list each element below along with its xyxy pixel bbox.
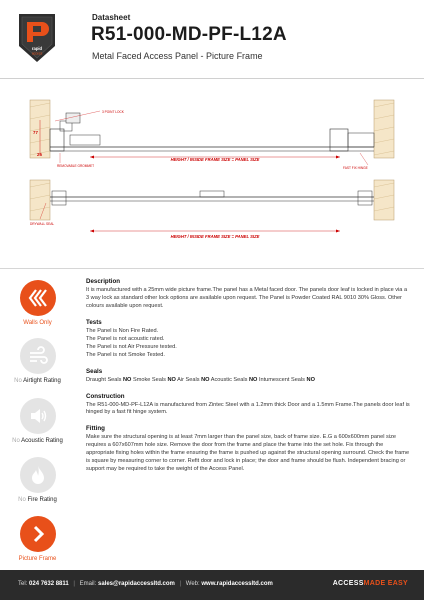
lock-label: 3 POINT LOCK <box>102 110 124 114</box>
header-divider <box>0 78 424 79</box>
top-size-label: HEIGHT / INSIDE FRAME SIZE = PANEL SIZE <box>170 157 260 162</box>
feature-icons <box>0 272 75 572</box>
product-title: R51-000-MD-PF-L12A <box>91 24 287 45</box>
feature-fire <box>0 457 75 503</box>
chevron-right-icon <box>27 523 49 545</box>
datasheet-label: Datasheet <box>92 13 131 22</box>
seal-value: NO <box>306 376 315 383</box>
seal-value: NO <box>248 376 258 383</box>
seal-name: Intumescent Seals <box>258 376 305 383</box>
description-heading: Description <box>86 278 121 285</box>
svg-text:rapid: rapid <box>31 46 43 51</box>
drywall-label: DRYWALL SEAL <box>30 222 55 226</box>
dim-77-label: 77 <box>33 130 38 135</box>
web-label: Web: <box>185 581 200 587</box>
construction-section <box>86 393 411 418</box>
construction-text: The R51-000-MD-PF-L12A is manufactured from Zintec Steel with a 1.2mm thick Door and a 1.5mm Frame.The panels door leaf is hinged by a fast fit hinge system. <box>86 401 410 416</box>
description-text: It is manufactured with a 25mm wide picture frame.The panel has a Metal faced door. The panels door leaf is locked in place via a 3 way lock as standard other lock options are available upon request. The Panel is Powder Coated RAL 9010 30% Gloss. Other colours available upon request. <box>86 287 408 309</box>
seal-value: NO <box>167 376 176 383</box>
seal-name: Air Seals <box>177 376 200 383</box>
email-label: Email: <box>79 581 97 587</box>
fast-fix-label: FAST FIX HINGE <box>343 166 368 170</box>
email-link[interactable]: sales@rapidaccessltd.com <box>97 581 175 587</box>
rapid-access-logo <box>15 12 59 64</box>
svg-text:access: access <box>31 51 43 56</box>
test-line: The Panel is not acoustic rated. <box>86 335 165 342</box>
tel-label: Tel: <box>18 581 28 587</box>
seals-heading: Seals <box>86 367 103 375</box>
seal-name: Smoke Seals <box>132 376 166 383</box>
description-section <box>86 278 411 311</box>
walls-icon <box>27 287 49 309</box>
feature-picture-frame <box>0 516 75 562</box>
feature-walls-only <box>0 280 75 326</box>
tests-heading: Tests <box>86 318 102 326</box>
feature-airtight <box>0 338 75 384</box>
footer <box>0 570 424 600</box>
section-divider <box>0 268 424 269</box>
grommet-label: REMOVABLE GROMMET <box>57 164 95 168</box>
fitting-section <box>86 425 411 474</box>
test-line: The Panel is not Air Pressure tested. <box>86 343 177 350</box>
top-section-view <box>30 100 394 170</box>
feature-acoustic <box>0 398 75 444</box>
air-icon <box>27 345 49 367</box>
tests-section <box>86 319 411 360</box>
feature-walls-label: Walls Only <box>23 320 52 326</box>
fitting-text: Make sure the structural opening is at least 7mm larger than the panel size, back of frame size. E.G a 600x600mm panel size requires a 607x607mm hole size. Remove the door from the frame and place the frame into the set hole. Fix through the appropriate fixing holes within the frame ensuring the frame is pushed up against the structural opening surround. Check the frame is square by measuring corner to corner. Refit door and lock in place; the door and frame should be flush. Independent bracing or support may be required to take the weight of the Access Panel. <box>86 434 410 473</box>
seal-name: Draught Seals <box>86 376 122 383</box>
bottom-size-label: HEIGHT / INSIDE FRAME SIZE = PANEL SIZE <box>170 234 260 239</box>
test-line: The Panel is not Smoke Tested. <box>86 351 165 358</box>
bottom-section-view <box>30 180 394 239</box>
flame-icon <box>27 464 49 486</box>
feature-acoustic-label: No Acoustic Rating <box>12 438 63 444</box>
product-subtitle: Metal Faced Access Panel - Picture Frame <box>92 51 263 61</box>
dim-25-label: 25 <box>37 152 42 157</box>
test-line: The Panel is Non Fire Rated. <box>86 327 159 334</box>
feature-fire-label: No Fire Rating <box>18 497 57 503</box>
tel-number[interactable]: 024 7632 8811 <box>29 581 69 587</box>
footer-contact: Tel: 024 7632 8811 | Email: sales@rapidaccessltd.com | Web: www.rapidaccessltd.com <box>18 581 273 587</box>
footer-brand <box>333 580 408 587</box>
feature-picture-frame-label: Picture Frame <box>18 556 57 562</box>
seal-value: NO <box>201 376 210 383</box>
feature-airtight-label: No Airtight Rating <box>14 378 61 384</box>
seals-section <box>86 368 411 385</box>
construction-heading: Construction <box>86 392 125 400</box>
technical-drawing <box>0 85 424 260</box>
fitting-heading: Fitting <box>86 425 105 433</box>
content-sections <box>86 278 411 482</box>
web-link[interactable]: www.rapidaccessltd.com <box>201 581 273 587</box>
brand-made-easy: MADE EASY <box>363 580 408 587</box>
brand-access: ACCESS <box>332 580 364 587</box>
seal-name: Acoustic Seals <box>210 376 248 383</box>
header <box>0 0 424 80</box>
seal-value: NO <box>123 376 132 383</box>
speaker-icon <box>27 405 49 427</box>
seals-list <box>86 377 411 385</box>
